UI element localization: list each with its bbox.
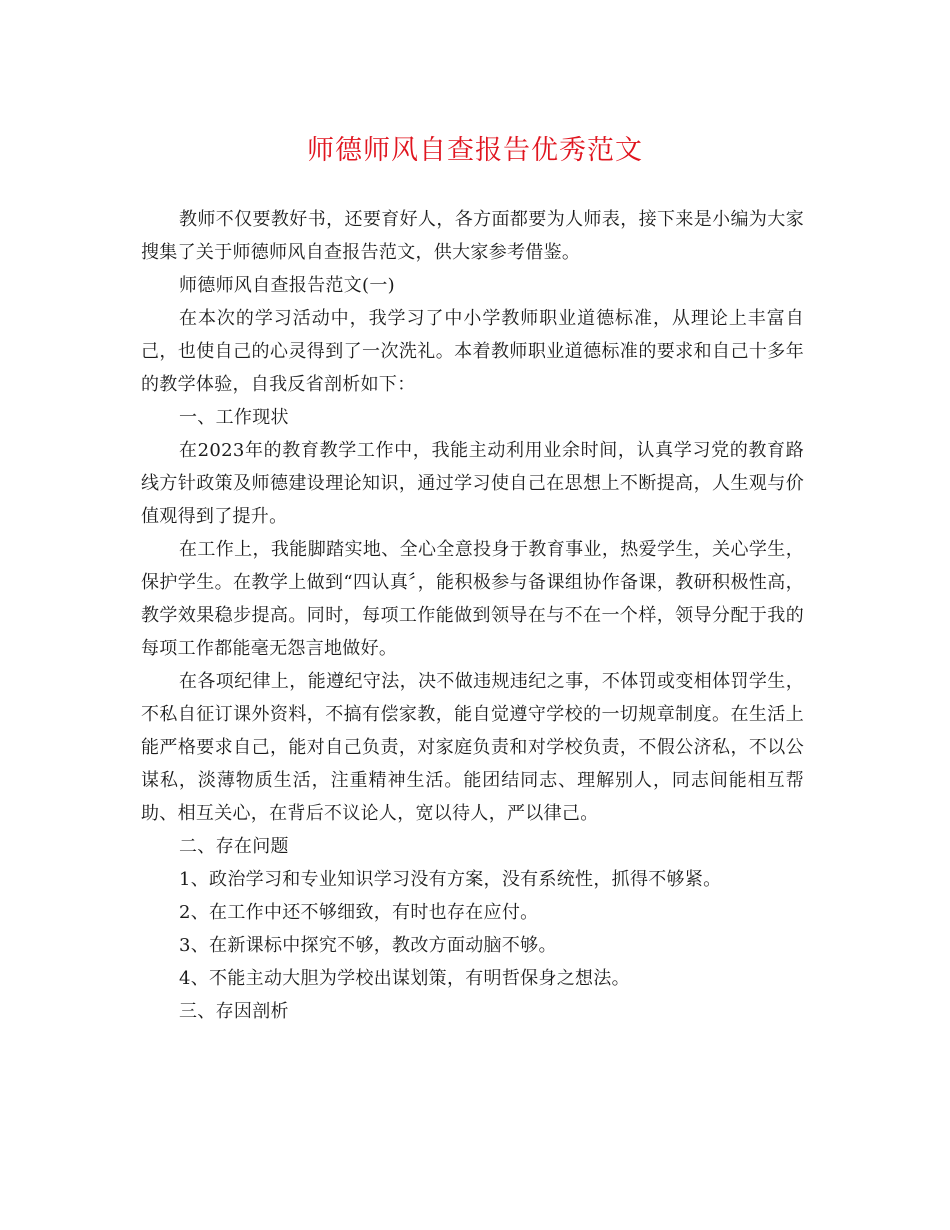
paragraph: 在本次的学习活动中，我学习了中小学教师职业道德标准，从理论上丰富自己，也使自己的心灵得到了一次洗礼。本着教师职业道德标准的要求和自己十多年的教学体验，自我反省剖析如下： bbox=[141, 308, 804, 395]
paragraph: 在2023年的教育教学工作中，我能主动利用业余时间，认真学习党的教育路线方针政策及师德建设理论知识，通过学习使自己在思想上不断提高，人生观与价值观得到了提升。 bbox=[141, 440, 804, 527]
list-item: 1、政治学习和专业知识学习没有方案，没有系统性，抓得不够紧。 bbox=[179, 869, 722, 890]
section-subtitle: 师德师风自查报告范文(一) bbox=[179, 275, 395, 296]
document-title: 师德师风自查报告优秀范文 bbox=[307, 135, 643, 166]
section-heading-work-status: 一、工作现状 bbox=[179, 407, 289, 428]
list-item: 4、不能主动大胆为学校出谋划策，有明哲保身之想法。 bbox=[179, 968, 630, 989]
section-heading-problems: 二、存在问题 bbox=[179, 836, 289, 857]
list-item: 3、在新课标中探究不够，教改方面动脑不够。 bbox=[179, 935, 557, 956]
document-body bbox=[141, 203, 804, 1028]
paragraph: 在工作上，我能脚踏实地、全心全意投身于教育事业，热爱学生，关心学生，保护学生。在教学上做到“四认真〞，能积极参与备课组协作备课，教研积极性高，教学效果稳步提高。同时，每项工作能做到领导在与不在一个样，领导分配于我的每项工作都能毫无怨言地做好。 bbox=[141, 539, 804, 659]
section-heading-cause-analysis: 三、存因剖析 bbox=[179, 1001, 289, 1022]
list-item: 2、在工作中还不够细致，有时也存在应付。 bbox=[179, 902, 539, 923]
intro-paragraph: 教师不仅要教好书，还要育好人，各方面都要为人师表，接下来是小编为大家搜集了关于师德师风自查报告范文，供大家参考借鉴。 bbox=[141, 209, 804, 263]
paragraph: 在各项纪律上，能遵纪守法，决不做违规违纪之事，不体罚或变相体罚学生，不私自征订课外资料，不搞有偿家教，能自觉遵守学校的一切规章制度。在生活上能严格要求自己，能对自己负责，对家庭负责和对学校负责，不假公济私，不以公谋私，淡薄物质生活，注重精神生活。能团结同志、理解别人，同志间能相互帮助、相互关心，在背后不议论人，宽以待人，严以律己。 bbox=[141, 671, 804, 824]
